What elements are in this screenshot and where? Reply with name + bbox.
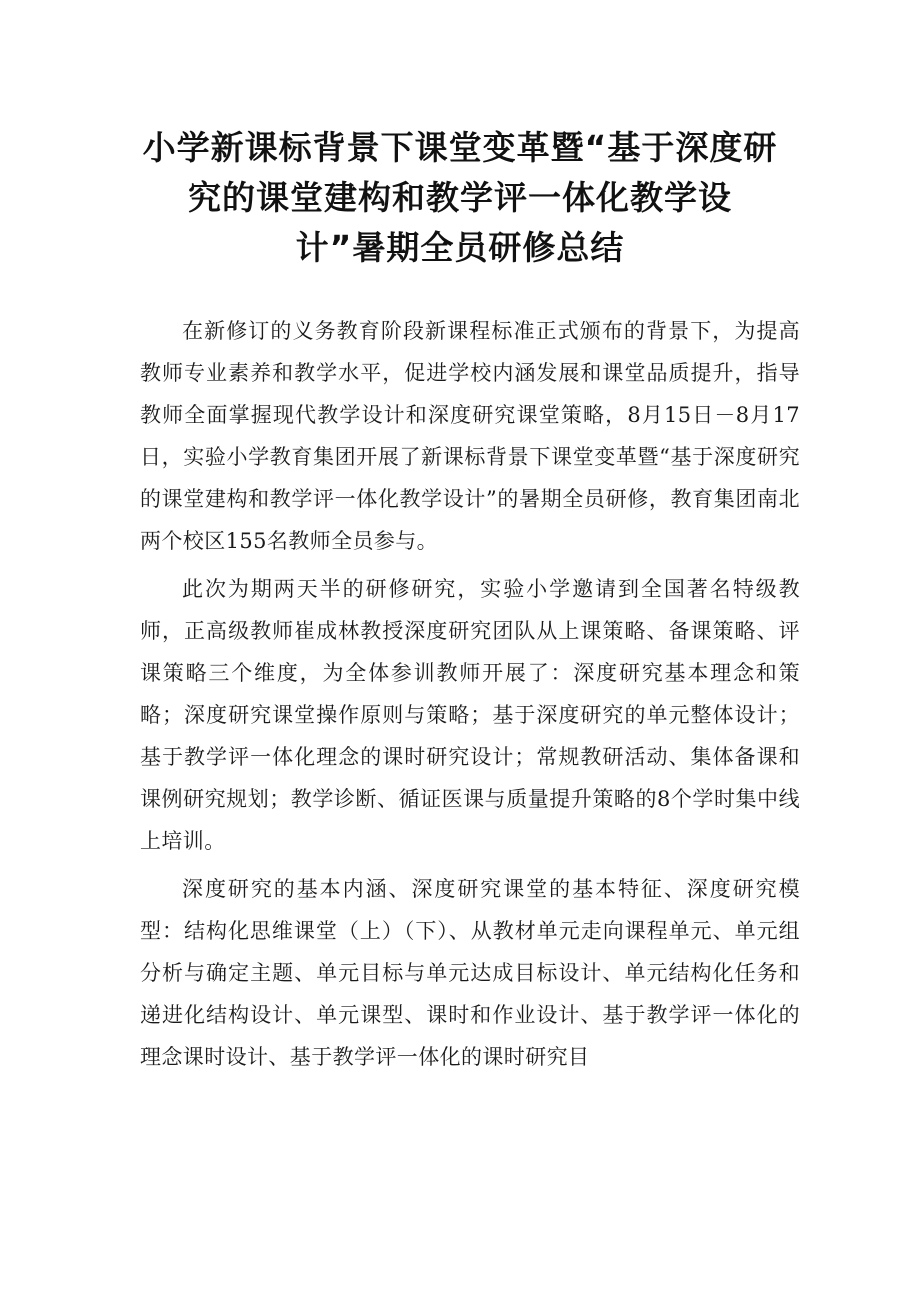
- paragraph-2: 此次为期两天半的研修研究，实验小学邀请到全国著名特级教师，正高级教师崔成林教授深度研究团队从上课策略、备课策略、评课策略三个维度，为全体参训教师开展了：深度研究基本理念和策略；深度研究课堂操作原则与策略；基于深度研究的单元整体设计；基于教学评一体化理念的课时研究设计；常规教研活动、集体备课和课例研究规划；教学诊断、循证医课与质量提升策略的8个学时集中线上培训。: [140, 577, 800, 853]
- title-line-1: 小学新课标背景下课堂变革暨“基于深度研: [142, 128, 778, 167]
- document-body: [140, 310, 800, 1084]
- title-line-3: 计”暑期全员研修总结: [295, 228, 625, 267]
- paragraph-3: 深度研究的基本内涵、深度研究课堂的基本特征、深度研究模型：结构化思维课堂（上）（下）、从教材单元走向课程单元、单元组分析与确定主题、单元目标与单元达成目标设计、单元结构化任务和递进化结构设计、单元课型、课时和作业设计、基于教学评一体化的理念课时设计、基于教学评一体化的课时研究目: [140, 877, 800, 1069]
- document-title: [120, 123, 800, 273]
- paragraph-1: 在新修订的义务教育阶段新课程标准正式颁布的背景下，为提高教师专业素养和教学水平，促进学校内涵发展和课堂品质提升，指导教师全面掌握现代教学设计和深度研究课堂策略，8月15日－8月17日，实验小学教育集团开展了新课标背景下课堂变革暨“基于深度研究的课堂建构和教学评一体化教学设计”的暑期全员研修，教育集团南北两个校区155名教师全员参与。: [140, 319, 800, 553]
- title-line-2: 究的课堂建构和教学评一体化教学设: [188, 178, 732, 217]
